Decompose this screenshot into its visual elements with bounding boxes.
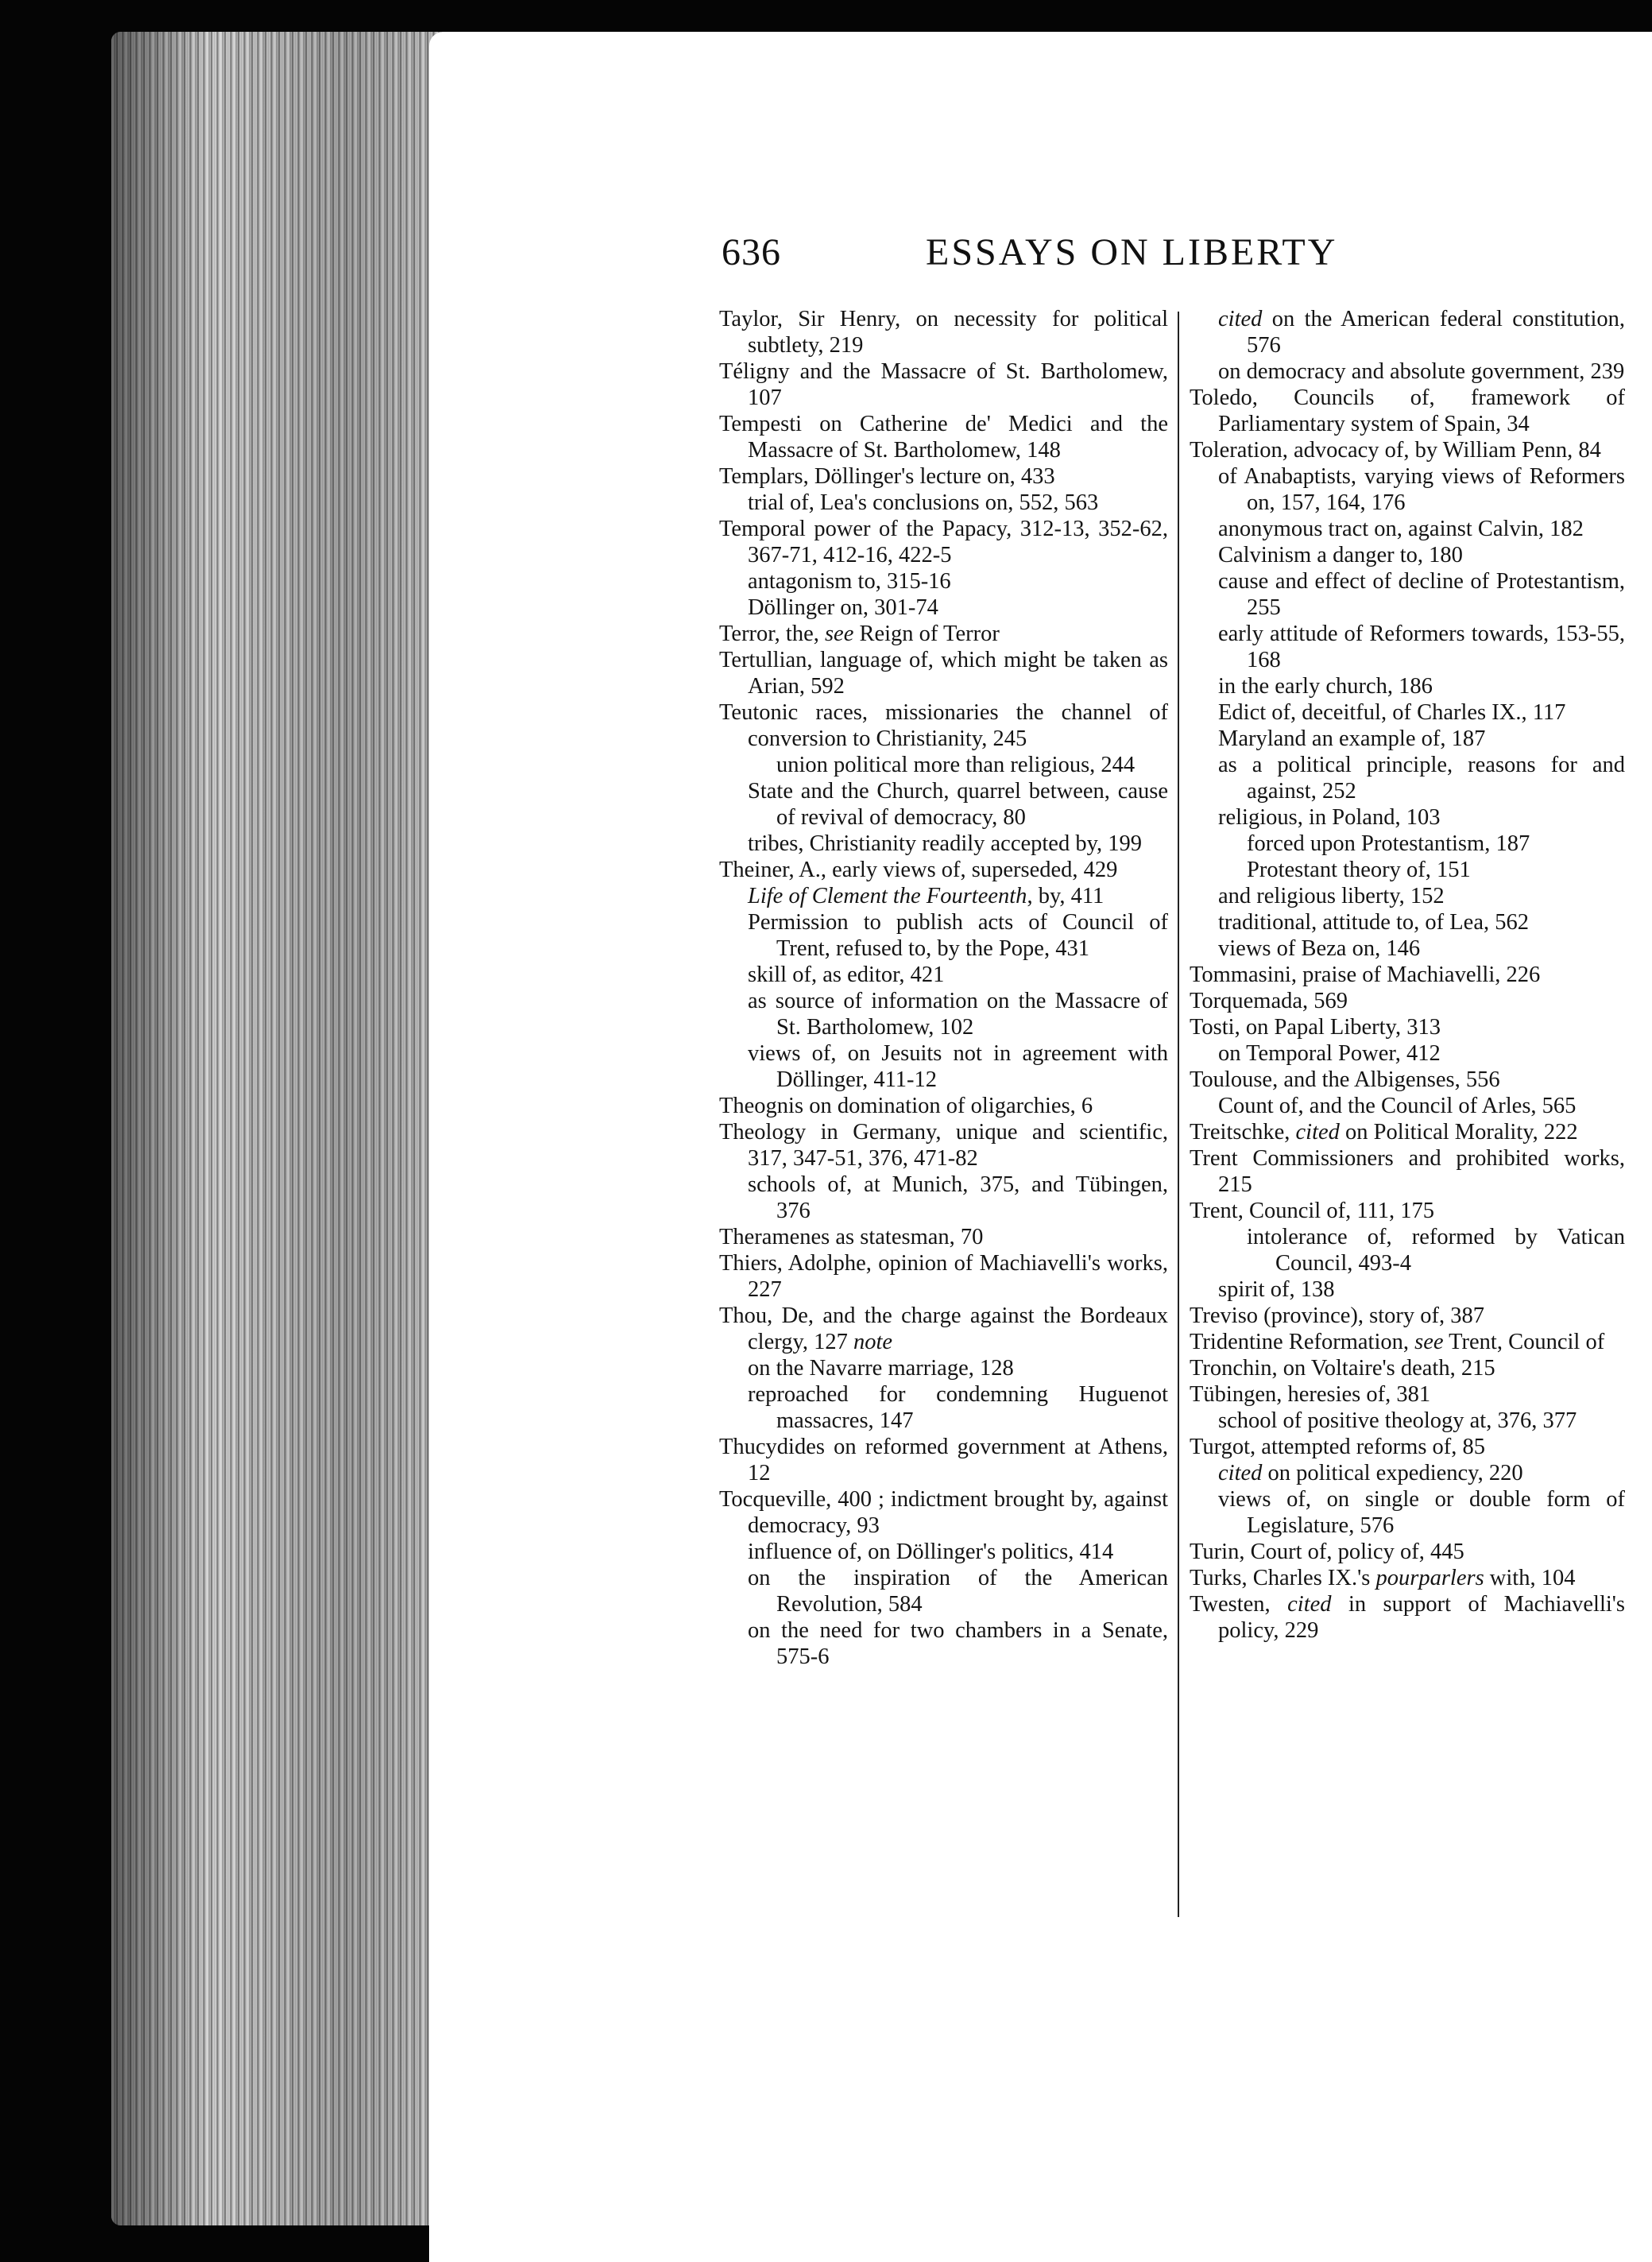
index-entry (1190, 1224, 1625, 1276)
index-entry-text: Tommasini, praise of Machiavelli, 226 (1190, 963, 1541, 987)
index-entry-text: intolerance of, reformed by Vatican Council, 493-4 (1247, 1225, 1625, 1276)
index-entry (1190, 1040, 1625, 1067)
index-entry (719, 699, 1168, 752)
index-entry (719, 306, 1168, 358)
index-entry-text: Theology in Germany, unique and scientific, 317, 347-51, 376, 471-82 (719, 1120, 1168, 1171)
index-entry-text: in the early church, 186 (1218, 674, 1433, 699)
running-head: ESSAYS ON LIBERTY (926, 231, 1338, 273)
index-entry (1190, 857, 1625, 883)
column-divider (1178, 312, 1179, 1917)
index-entry (719, 1486, 1168, 1539)
index-entry (1190, 1565, 1625, 1591)
index-entry-text: Theognis on domination of oligarchies, 6 (719, 1094, 1093, 1118)
index-entry (719, 988, 1168, 1040)
index-entry (1190, 385, 1625, 437)
index-entry (719, 778, 1168, 831)
index-entry-italic-text: cited (1218, 1461, 1263, 1485)
index-entry (1190, 935, 1625, 962)
index-entry-text: Edict of, deceitful, of Charles IX., 117 (1218, 700, 1566, 725)
index-entry (719, 1172, 1168, 1224)
index-entry (1190, 752, 1625, 804)
index-entry-text: on political expediency, 220 (1262, 1461, 1523, 1485)
index-entry (1190, 1198, 1625, 1224)
index-entry (1190, 516, 1625, 542)
index-entry (1190, 1067, 1625, 1093)
index-entry-text: religious, in Poland, 103 (1218, 805, 1441, 830)
index-entry-text: Trent, Council of (1443, 1330, 1605, 1354)
index-entry-text: Thou, De, and the charge against the Bordeaux clergy, 127 (719, 1303, 1168, 1354)
index-entry (1190, 726, 1625, 752)
index-entry (719, 1434, 1168, 1486)
index-entry (719, 752, 1168, 778)
index-entry-text: Terror, the, (719, 622, 825, 646)
index-entry-text: Thucydides on reformed government at Athens, 12 (719, 1435, 1168, 1485)
index-entry (719, 909, 1168, 962)
index-entry (719, 1355, 1168, 1381)
index-entry-text: Tertullian, language of, which might be taken as Arian, 592 (719, 648, 1168, 699)
index-entry-text: of Anabaptists, varying views of Reformers on, 157, 164, 176 (1218, 464, 1625, 515)
index-entry-text: Tronchin, on Voltaire's death, 215 (1190, 1356, 1495, 1381)
index-entry-text: views of Beza on, 146 (1218, 936, 1421, 961)
index-entry (1190, 1591, 1625, 1644)
index-entry-italic-text: see (824, 622, 854, 646)
index-entry-text: trial of, Lea's conclusions on, 552, 563 (748, 490, 1099, 515)
index-entry-text: Theramenes as statesman, 70 (719, 1225, 984, 1249)
index-entry (719, 1250, 1168, 1303)
index-entry (1190, 909, 1625, 935)
index-entry (719, 490, 1168, 516)
index-entry-text: Turgot, attempted reforms of, 85 (1190, 1435, 1486, 1459)
index-entry-text: Protestant theory of, 151 (1247, 858, 1471, 882)
index-entry (1190, 831, 1625, 857)
index-entry-text: cause and effect of decline of Protestantism, 255 (1218, 569, 1625, 620)
index-column-right (1190, 306, 1625, 1644)
index-entry-text: reproached for condemning Huguenot massacres, 147 (748, 1382, 1168, 1433)
index-entry (719, 621, 1168, 647)
index-entry (1190, 804, 1625, 831)
index-entry-text: as a political principle, reasons for and against, 252 (1218, 753, 1625, 804)
index-entry-text: spirit of, 138 (1218, 1277, 1335, 1302)
index-entry-text: Treviso (province), story of, 387 (1190, 1303, 1484, 1328)
index-entry-italic-text: cited (1218, 307, 1263, 331)
index-entry (719, 857, 1168, 883)
index-entry-text: Trent, Council of, 111, 175 (1190, 1199, 1434, 1223)
index-entry-text: Calvinism a danger to, 180 (1218, 543, 1463, 567)
index-entry (1190, 463, 1625, 516)
index-entry (1190, 699, 1625, 726)
index-entry (719, 516, 1168, 568)
index-entry-text: Reign of Terror (853, 622, 1000, 646)
index-entry-text: views of, on single or double form of Legislature, 576 (1218, 1487, 1625, 1538)
index-entry-text: tribes, Christianity readily accepted by, 199 (748, 831, 1142, 856)
index-entry (719, 595, 1168, 621)
index-entry-text: Torquemada, 569 (1190, 989, 1348, 1013)
index-entry-text: Theiner, A., early views of, superseded, 429 (719, 858, 1118, 882)
index-entry (1190, 358, 1625, 385)
index-entry-text: Tocqueville, 400 ; indictment brought by, against democracy, 93 (719, 1487, 1168, 1538)
index-entry-text: State and the Church, quarrel between, cause of revival of democracy, 80 (748, 779, 1168, 830)
index-entry (719, 883, 1168, 909)
index-entry (1190, 621, 1625, 673)
index-entry-text: early attitude of Reformers towards, 153-55, 168 (1218, 622, 1625, 672)
index-entry-text: traditional, attitude to, of Lea, 562 (1218, 910, 1529, 935)
index-entry-italic-text: see (1414, 1330, 1444, 1354)
index-entry (719, 647, 1168, 699)
index-entry-text: with, 104 (1484, 1566, 1576, 1590)
index-entry-text: Trent Commissioners and prohibited works, 215 (1190, 1146, 1625, 1197)
index-entry (719, 1093, 1168, 1119)
index-entry (1190, 568, 1625, 621)
index-entry-text: Toulouse, and the Albigenses, 556 (1190, 1067, 1500, 1092)
index-entry-text: on Temporal Power, 412 (1218, 1041, 1441, 1066)
index-entry-text: Döllinger on, 301-74 (748, 595, 938, 620)
index-entry-text: Temporal power of the Papacy, 312-13, 352-62, 367-71, 412-16, 422-5 (719, 517, 1168, 567)
index-entry-text: on the Navarre marriage, 128 (748, 1356, 1014, 1381)
index-entry (719, 1539, 1168, 1565)
index-entry (719, 358, 1168, 411)
index-entry-text: Count of, and the Council of Arles, 565 (1218, 1094, 1577, 1118)
index-entry (1190, 1093, 1625, 1119)
index-entry-text: Tosti, on Papal Liberty, 313 (1190, 1015, 1441, 1040)
index-entry (1190, 1486, 1625, 1539)
index-entry-text: Téligny and the Massacre of St. Bartholomew, 107 (719, 359, 1168, 410)
index-entry (1190, 1119, 1625, 1145)
index-entry-text: antagonism to, 315-16 (748, 569, 951, 594)
index-entry (1190, 1460, 1625, 1486)
index-entry-italic-text: pourparlers (1375, 1566, 1484, 1590)
index-entry (719, 1303, 1168, 1355)
index-entry (1190, 1303, 1625, 1329)
book-edge-shadow (111, 32, 445, 2225)
index-entry-text: Maryland an example of, 187 (1218, 726, 1486, 751)
index-entry-text: Tridentine Reformation, (1190, 1330, 1415, 1354)
index-entry (1190, 1381, 1625, 1408)
index-entry-text: forced upon Protestantism, 187 (1247, 831, 1530, 856)
index-entry (1190, 673, 1625, 699)
index-entry (1190, 1329, 1625, 1355)
index-entry-italic-text: cited (1287, 1592, 1332, 1617)
index-entry (719, 962, 1168, 988)
index-entry-text: school of positive theology at, 376, 377 (1218, 1408, 1577, 1433)
index-entry-text: views of, on Jesuits not in agreement with Döllinger, 411-12 (748, 1041, 1168, 1092)
index-entry (1190, 306, 1625, 358)
index-entry-italic-text: Life of Clement the Fourteenth (748, 884, 1027, 908)
page-number: 636 (722, 231, 781, 273)
index-entry (1190, 542, 1625, 568)
index-entry-text: Toledo, Councils of, framework of Parliamentary system of Spain, 34 (1190, 385, 1625, 436)
index-entry-text: Toleration, advocacy of, by William Penn, 84 (1190, 438, 1601, 463)
index-entry-text: schools of, at Munich, 375, and Tübingen, 376 (748, 1172, 1168, 1223)
index-entry (719, 1565, 1168, 1617)
index-entry (1190, 1145, 1625, 1198)
index-entry (1190, 1355, 1625, 1381)
index-entry-text: union political more than religious, 244 (776, 753, 1136, 777)
index-entry (719, 411, 1168, 463)
index-entry-text: Tübingen, heresies of, 381 (1190, 1382, 1431, 1407)
index-entry (719, 1617, 1168, 1670)
index-entry (1190, 1408, 1625, 1434)
index-entry-text: Treitschke, (1190, 1120, 1296, 1145)
index-entry-text: on the American federal constitution, 576 (1247, 307, 1625, 358)
index-entry-text: on the need for two chambers in a Senate, 575-6 (748, 1618, 1168, 1669)
index-entry-text: anonymous tract on, against Calvin, 182 (1218, 517, 1584, 541)
index-entry-text: Templars, Döllinger's lecture on, 433 (719, 464, 1055, 489)
index-entry-text: in support of Machiavelli's policy, 229 (1218, 1592, 1626, 1643)
index-entry-text: Turks, Charles IX.'s (1190, 1566, 1376, 1590)
index-entry (719, 831, 1168, 857)
index-entry-italic-text: note (853, 1330, 893, 1354)
index-entry-text: Tempesti on Catherine de' Medici and the Massacre of St. Bartholomew, 148 (719, 412, 1168, 463)
index-entry (1190, 1014, 1625, 1040)
index-entry-text: Turin, Court of, policy of, 445 (1190, 1540, 1464, 1564)
index-entry (719, 568, 1168, 595)
index-entry (1190, 1539, 1625, 1565)
index-entry-text: on Political Morality, 222 (1339, 1120, 1578, 1145)
index-entry-text: Thiers, Adolphe, opinion of Machiavelli's works, 227 (719, 1251, 1168, 1302)
index-entry-text: influence of, on Döllinger's politics, 414 (748, 1540, 1114, 1564)
index-entry-text: Teutonic races, missionaries the channel of conversion to Christianity, 245 (719, 700, 1168, 751)
index-entry (1190, 962, 1625, 988)
index-entry-text: skill of, as editor, 421 (748, 963, 945, 987)
index-entry (1190, 437, 1625, 463)
index-entry (1190, 1276, 1625, 1303)
index-entry-text: , by, 411 (1027, 884, 1105, 908)
index-entry-text: Taylor, Sir Henry, on necessity for political subtlety, 219 (719, 307, 1168, 358)
index-entry-text: Twesten, (1190, 1592, 1288, 1617)
index-entry (719, 463, 1168, 490)
index-entry (1190, 883, 1625, 909)
index-column-left (719, 306, 1168, 1670)
index-entry (719, 1224, 1168, 1250)
index-entry-text: Permission to publish acts of Council of Trent, refused to, by the Pope, 431 (748, 910, 1168, 961)
index-entry-text: on democracy and absolute government, 239 (1218, 359, 1625, 384)
index-entry (1190, 1434, 1625, 1460)
index-entry-text: and religious liberty, 152 (1218, 884, 1445, 908)
index-entry (719, 1119, 1168, 1172)
index-entry-italic-text: cited (1295, 1120, 1340, 1145)
index-entry (1190, 988, 1625, 1014)
index-entry-text: as source of information on the Massacre of St. Bartholomew, 102 (748, 989, 1168, 1040)
index-entry-text: on the inspiration of the American Revolution, 584 (748, 1566, 1168, 1617)
index-entry (719, 1381, 1168, 1434)
index-entry (719, 1040, 1168, 1093)
